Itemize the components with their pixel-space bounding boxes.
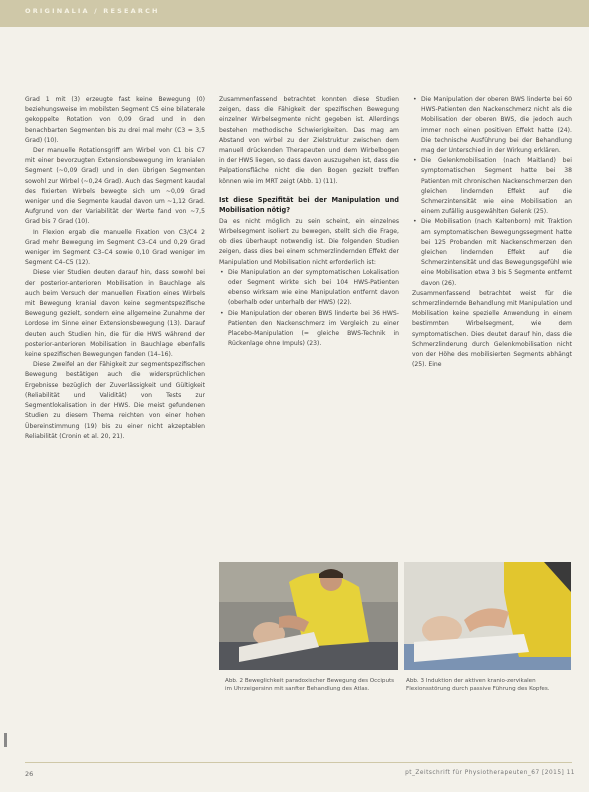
bullet-item: • Die Mobilisation (nach Kaltenborn) mit Traktion am symptomatischen Bewegungssegment hatte bei 125 Probanden mit Nackenschmerzen den gleichen lindernden Effekt auf die Schmerzintensität und das Bewegungsgefühl wie eine Mobilisation etwa 3 bis 5 Segmente entfernt davon (26). [421, 217, 572, 288]
page-number: 26 [25, 770, 34, 778]
therapist-photo-image [219, 562, 398, 670]
paragraph: Diese Zweifel an der Fähigkeit zur segmentspezifischen Bewegung bestätigen auch die widersprüchlichen Ergebnisse bezüglich der Zuverlässigkeit und Gültigkeit (Reliabilität und Validität) von Tests zur Segmentlokalisation in der HWS. Die meist gefundenen Studien zu diesem Thema reichten von einer hohen Übereinstimmung (19) bis zu einer nicht akzeptablen Reliabilität (Cronin et al. 20, 21). [25, 361, 205, 440]
bullet-item: • Die Gelenkmobilisation (nach Maitland) bei symptomatischen Segment hatte bei 38 Patienten mit chronischen Nackenschmerzen den gleichen lindernden Effekt auf die Schmerzintensität wie eine Mobilisation an einem zufällig ausgewählten Gelenk (25). [421, 156, 572, 217]
column-right [412, 95, 572, 565]
column-left [25, 95, 205, 755]
paragraph: In Flexion ergab die manuelle Fixation von C3/C4 2 Grad mehr Bewegung im Segment C3–C4 und 0,29 Grad weniger im Segment C3–C4 sowie 0,10 Grad weniger im Segment C4–C5 (12). [25, 228, 205, 267]
section-title: ORIGINALIA / RESEARCH [25, 7, 160, 15]
figure-photo-3 [404, 562, 571, 670]
figure-caption-2: Abb. 2 Beweglichkeit paradoxischer Bewegung des Occiputs im Uhrzeigersinn mit sanfter Behandlung des Atlas. [225, 678, 395, 692]
paragraph: Zusammenfassend betrachtet konnten diese Studien zeigen, dass die Fähigkeit der spezifischen Bewegung einzelner Wirbelsegmente nicht gegeben ist. Allerdings bestehen methodische Schwierigkeiten. Das mag am Abstand von wirbel zu der Zielstruktur zwischen dem manuell drückenden Therapeuten und dem Wirbelbogen in der HWS liegen, so dass davon auszugehen ist, dass die Palpationsfläche nicht die den Bogen gezielt treffen können wie im MRT zeigt (Abb. 1) (11). [219, 96, 399, 185]
paragraph: Da es nicht möglich zu sein scheint, ein einzelnes Wirbelsegment isoliert zu bewegen, stellt sich die Frage, ob dies überhaupt notwendig ist. Die folgenden Studien zeigen, dass dies bei einem schmerzlindernden Effekt der Manipulation und Mobilisation nicht erforderlich ist: [219, 217, 399, 266]
bullet-list [219, 268, 399, 350]
header-bar [0, 0, 589, 27]
figure-caption-3: Abb. 3 Induktion der aktiven kranio-zervikalen Flexionsstörung durch passive Führung des Kopfes. [406, 678, 550, 692]
paragraph: Diese vier Studien deuten darauf hin, dass sowohl bei der posterior-anterioren Mobilisation in Bauchlage als auch beim Versuch der manuellen Fixation eines Wirbels mit Bewegung kranial davon keine segmentspezifische Bewegung gezielt, sondern eine allgemeine Zunahme der Lordose im Sinne einer Extensionsbewegung (13). Darauf deuten auch Studien hin, die für die HWS während der posterior-anterioren Mobilisation in Bauchlage ebenfalls keine spezifischen Bewegungen fanden (14–16). [25, 269, 205, 359]
bullet-list [412, 95, 572, 289]
margin-mark [4, 733, 7, 747]
paragraph: Der manuelle Rotationsgriff am Wirbel von C1 bis C7 mit einer bevorzugten Extensionsbewegung im kranialen Segment (~0,09 Grad) und in den übrigen Segmenten sowohl zur Wirbel (~0,24 Grad). Auch das Segment kaudal des fixierten Wirbels bewegte sich um ~0,09 Grad weniger und die Segmente kaudal davon um ~1,12 Grad. Aufgrund von der Variabilität der Werte fand von ~7,5 Grad bis 7 Grad (10). [25, 147, 205, 226]
bullet-item: • Die Manipulation an der symptomatischen Lokalisation oder Segment wirkte sich bei 104 HWS-Patienten ebenso wirksam wie eine Manipulation entfernt davon (oberhalb oder unterhalb der HWS) (22). [228, 268, 399, 309]
figure-photo-2 [219, 562, 398, 670]
paragraph: Zusammenfassend betrachtet weist für die schmerzlindernde Behandlung mit Manipulation und Mobilisation keine spezielle Anwendung in einem bestimmten Wirbelsegment, wie dem symptomatischen. Dies deutet darauf hin, dass die Schmerzlinderung durch Gelenkmobilisation nicht von der Höhe des mobilisierten Segments abhängt (25). Eine [412, 289, 572, 369]
section-heading: Ist diese Spezifität bei der Manipulation und Mobilisation nötig? [219, 195, 399, 214]
column-middle [219, 95, 399, 565]
paragraph: Grad 1 mit (3) erzeugte fast keine Bewegung (0) beziehungsweise im mobilsten Segment C5 eine bilaterale gekoppelte Rotation von 0,09 Grad und in den benachbarten Segmenten bis zu drei mal mehr (C3 = 3,5 Grad) (10). [25, 96, 205, 144]
therapist-photo-image [404, 562, 571, 670]
bullet-item: • Die Manipulation der oberen BWS linderte bei 60 HWS-Patienten den Nackenschmerz nicht als die Mobilisation der oberen BWS, die jedoch auch immer noch einen positiven Effekt hatte (24). Die technische Ausführung bei der Behandlung mag der Unterschied in der Wirkung erklären. [421, 95, 572, 156]
bullet-item: • Die Manipulation der oberen BWS linderte bei 36 HWS-Patienten den Nackenschmerz im Vergleich zu einer Placebo-Manipulation (= gleiche BWS-Technik in Rückenlage ohne Impuls) (23). [228, 309, 399, 350]
footer-rule [25, 762, 572, 763]
journal-citation: pt_Zeitschrift für Physiotherapeuten_67 [2015] 11 [405, 770, 575, 776]
